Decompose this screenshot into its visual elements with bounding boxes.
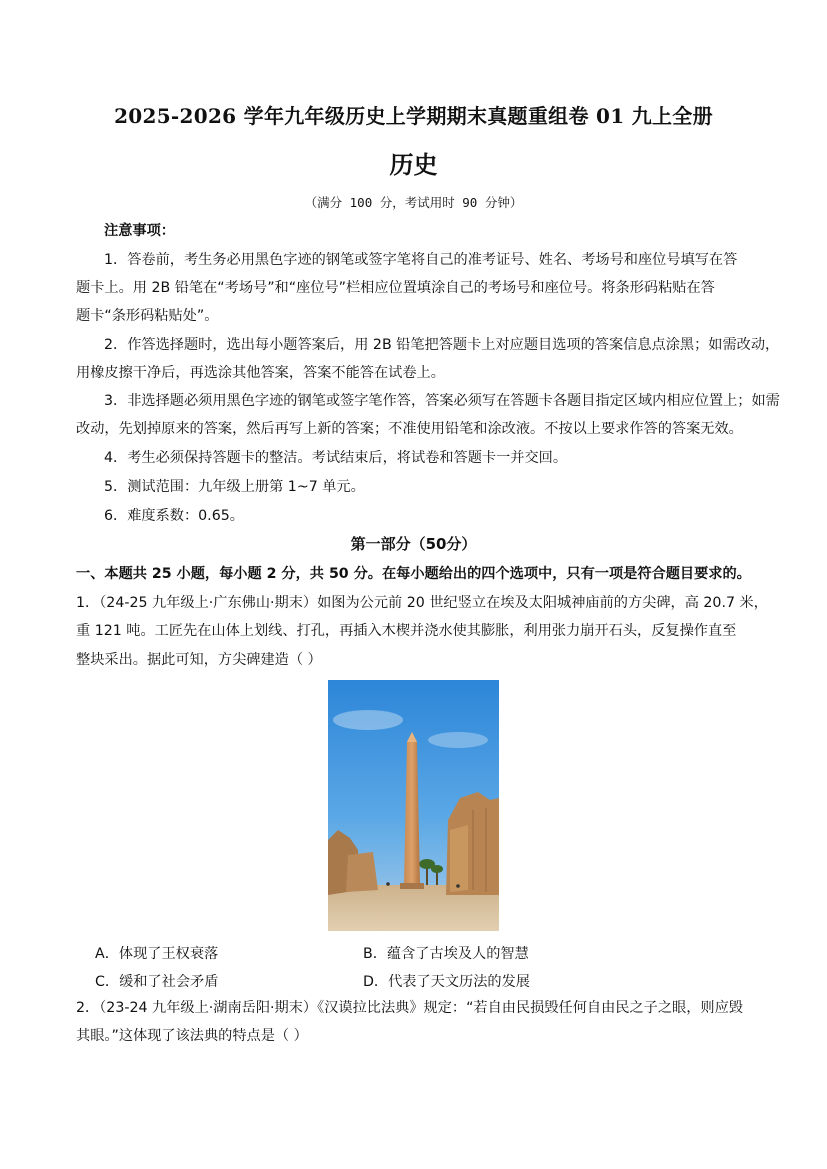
- q1-line: 重 121 吨。工匠先在山体上划线、打孔，再插入木楔并浇水使其膨胀，利用张力崩开石头，反复操作直至: [76, 623, 737, 639]
- notice-line: 题卡上。用 2B 铅笔在“考场号”和“座位号”栏相应位置填涂自己的考场号和座位号。将条形码粘贴在答: [76, 280, 715, 296]
- q1-option-a[interactable]: A．体现了王权衰落: [95, 946, 219, 962]
- notice-line: 用橡皮擦干净后，再选涂其他答案，答案不能答在试卷上。: [76, 365, 445, 381]
- q1-line: 1．（24-25 九年级上·广东佛山·期末）如图为公元前 20 世纪竖立在埃及太阳城神庙前的方尖碑，高 20.7 米，: [76, 595, 768, 611]
- q2-line: 2．（23-24 九年级上·湖南岳阳·期末）《汉谟拉比法典》规定：“若自由民损毁任何自由民之子之眼，则应毁: [76, 1000, 743, 1016]
- notice-line: 4．考生必须保持答题卡的整洁。考试结束后，将试卷和答题卡一并交回。: [104, 450, 568, 466]
- obelisk-photo: [328, 680, 499, 931]
- q2-line: 其眼。”这体现了该法典的特点是（ ）: [76, 1028, 308, 1044]
- score-info: （满分 100 分，考试用时 90 分钟）: [304, 195, 523, 210]
- part1-title: 第一部分（50分）: [350, 535, 477, 553]
- notice-line: 6．难度系数：0.65。: [104, 508, 244, 524]
- q1-option-b[interactable]: B．蕴含了古埃及人的智慧: [363, 946, 529, 962]
- q1-line: 整块采出。据此可知，方尖碑建造（ ）: [76, 652, 322, 668]
- subject-title: 历史: [389, 150, 438, 179]
- exam-title: 2025-2026 学年九年级历史上学期期末真题重组卷 01 九上全册: [114, 104, 713, 128]
- notice-line: 5．测试范围：九年级上册第 1~7 单元。: [104, 479, 365, 495]
- notice-heading: 注意事项：: [104, 223, 175, 239]
- notice-line: 题卡“条形码粘贴处”。: [76, 308, 219, 324]
- notice-line: 2．作答选择题时，选出每小题答案后，用 2B 铅笔把答题卡上对应题目选项的答案信息点涂黑；如需改动，: [104, 337, 780, 353]
- part1-instruction: 一、本题共 25 小题，每小题 2 分，共 50 分。在每小题给出的四个选项中，只有一项是符合题目要求的。: [76, 566, 751, 582]
- q1-option-d[interactable]: D．代表了天文历法的发展: [363, 974, 530, 990]
- q1-option-c[interactable]: C．缓和了社会矛盾: [95, 974, 219, 990]
- notice-line: 改动，先划掉原来的答案，然后再写上新的答案；不准使用铅笔和涂改液。不按以上要求作答的答案无效。: [76, 421, 743, 437]
- notice-line: 3．非选择题必须用黑色字迹的钢笔或签字笔作答，答案必须写在答题卡各题目指定区域内相应位置上；如需: [104, 393, 780, 409]
- notice-line: 1．答卷前，考生务必用黑色字迹的钢笔或签字笔将自己的准考证号、姓名、考场号和座位号填写在答: [104, 252, 738, 268]
